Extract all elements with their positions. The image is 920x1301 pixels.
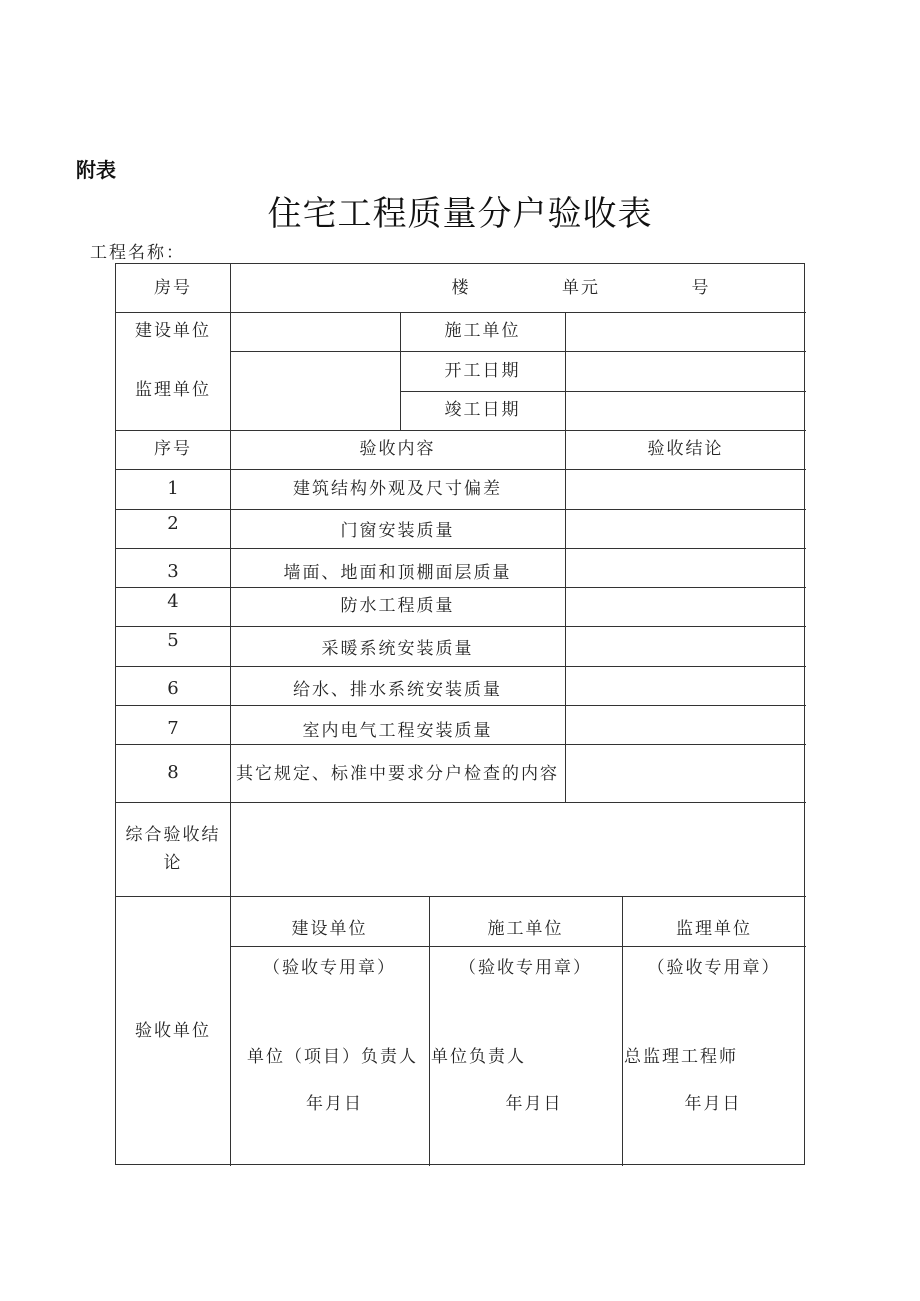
builder-date: 年月日 xyxy=(306,1093,363,1114)
contractor-label: 施工单位 xyxy=(444,321,521,342)
row-content: 采暖系统安装质量 xyxy=(321,638,474,659)
contractor-party: 施工单位 xyxy=(487,918,564,939)
row-no: 7 xyxy=(167,717,179,739)
supervisor-label: 监理单位 xyxy=(135,380,211,401)
project-name-label: 工程名称： xyxy=(90,243,185,263)
acceptance-form xyxy=(115,263,805,1165)
room-unit: 单元 xyxy=(562,277,600,298)
builder-signer: 单位（项目）负责人 xyxy=(247,1046,418,1067)
row-no: 6 xyxy=(167,677,179,699)
acceptance-label: 验收单位 xyxy=(135,1020,211,1041)
grid-line xyxy=(116,548,806,549)
supervisor-date: 年月日 xyxy=(684,1093,742,1114)
supervisor-signer: 总监理工程师 xyxy=(624,1046,738,1067)
row-no: 1 xyxy=(167,478,179,500)
builder-seal: （验收专用章） xyxy=(263,957,396,978)
row-content: 室内电气工程安装质量 xyxy=(302,720,493,741)
builder-party: 建设单位 xyxy=(291,918,368,939)
builder-label: 建设单位 xyxy=(135,321,211,342)
appendix-label: 附表 xyxy=(76,158,116,182)
row-no: 3 xyxy=(167,560,179,582)
overall-conclusion-label: 综合验收结论 xyxy=(125,824,221,873)
completion-date-label: 竣工日期 xyxy=(444,400,521,421)
supervisor-party: 监理单位 xyxy=(676,918,752,939)
supervisor-seal: （验收专用章） xyxy=(647,957,781,978)
contractor-date: 年月日 xyxy=(505,1093,563,1114)
row-content: 门窗安装质量 xyxy=(340,520,455,541)
row-content: 建筑结构外观及尺寸偏差 xyxy=(293,478,502,499)
contractor-signer: 单位负责人 xyxy=(431,1046,526,1067)
row-content: 墙面、地面和顶棚面层质量 xyxy=(283,562,512,583)
row-content: 防水工程质量 xyxy=(340,596,455,617)
row-content: 其它规定、标准中要求分户检查的内容 xyxy=(236,763,559,784)
col-conclusion-header: 验收结论 xyxy=(647,439,724,460)
row-no: 2 xyxy=(167,513,179,535)
start-date-label: 开工日期 xyxy=(444,360,521,381)
room-label: 房号 xyxy=(154,277,192,298)
row-no: 8 xyxy=(167,762,179,784)
page-title: 住宅工程质量分户验收表 xyxy=(267,194,653,234)
grid-line xyxy=(565,312,566,802)
row-no: 4 xyxy=(167,591,179,613)
col-no-header: 序号 xyxy=(154,439,192,460)
grid-line xyxy=(116,666,806,667)
room-building: 楼 xyxy=(451,277,471,298)
row-no: 5 xyxy=(167,630,179,652)
col-content-header: 验收内容 xyxy=(359,439,436,460)
row-content: 给水、排水系统安装质量 xyxy=(293,680,502,701)
grid-line xyxy=(230,946,806,947)
contractor-seal: （验收专用章） xyxy=(459,957,592,978)
room-number: 号 xyxy=(691,277,711,298)
